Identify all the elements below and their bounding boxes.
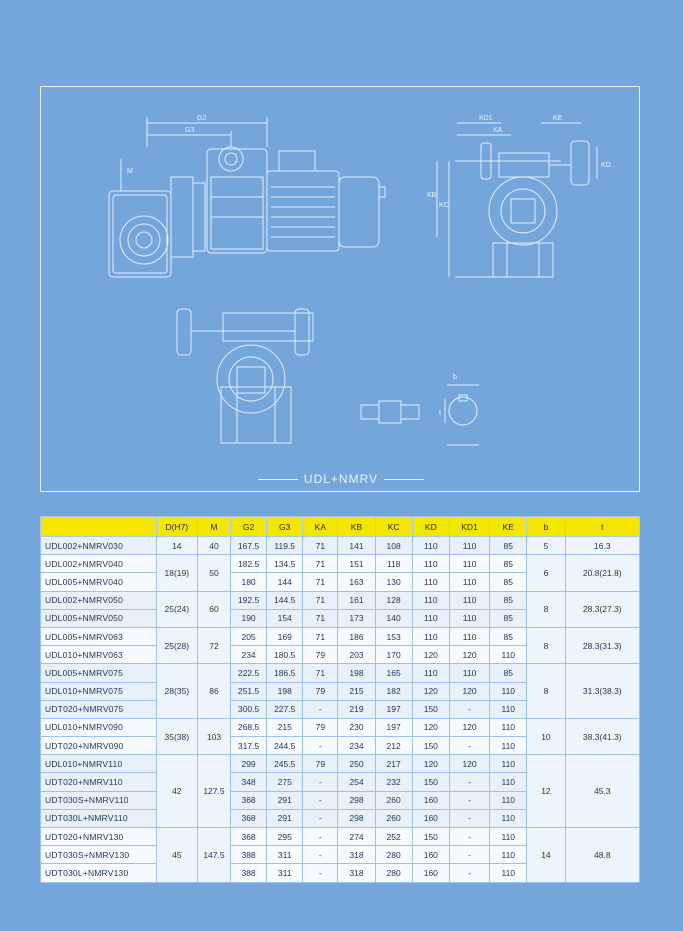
cell-d: 25(24) [156, 591, 197, 627]
cell-ka: 79 [303, 682, 338, 700]
dim-label-kd1: KD1 [479, 115, 493, 122]
cell-kd: 120 [412, 646, 449, 664]
cell-ka: - [303, 700, 338, 718]
cell-model: UDL002+NMRV040 [41, 555, 157, 573]
cell-ke: 85 [490, 555, 527, 573]
cell-ka: - [303, 846, 338, 864]
cell-model: UDT030S+NMRV110 [41, 791, 157, 809]
dim-label-g3: G3 [185, 127, 195, 134]
caption-rule-left [258, 479, 298, 480]
cell-g2: 299 [231, 755, 267, 773]
cell-g3: 144 [267, 573, 303, 591]
cell-g3: 134.5 [267, 555, 303, 573]
cell-g2: 388 [231, 846, 267, 864]
bottom-view [177, 309, 313, 443]
cell-model: UDL010+NMRV090 [41, 718, 157, 736]
cell-t: 16.3 [565, 537, 639, 555]
dim-label-ka: KA [493, 127, 503, 134]
cell-kd1: - [449, 791, 489, 809]
cell-g2: 222.5 [231, 664, 267, 682]
cell-g2: 167.5 [231, 537, 267, 555]
cell-kc: 280 [375, 864, 412, 882]
table-row [41, 537, 640, 555]
cell-d: 45 [156, 828, 197, 883]
cell-model: UDL005+NMRV050 [41, 609, 157, 627]
cell-kb: 198 [338, 664, 375, 682]
cell-m: 127.5 [197, 755, 230, 828]
header-kb: KB [338, 517, 375, 537]
cell-kc: 280 [375, 846, 412, 864]
cell-model: UDL002+NMRV050 [41, 591, 157, 609]
cell-kd: 150 [412, 773, 449, 791]
drawing-caption [41, 472, 641, 486]
cell-ka: 71 [303, 627, 338, 645]
cell-kd1: 120 [449, 682, 489, 700]
cell-ka: - [303, 828, 338, 846]
cell-g2: 180 [231, 573, 267, 591]
cell-kd: 110 [412, 591, 449, 609]
cell-b: 6 [527, 555, 565, 591]
cell-b: 10 [527, 718, 565, 754]
cell-g3: 215 [267, 718, 303, 736]
cell-model: UDT020+NMRV075 [41, 700, 157, 718]
header-g2: G2 [231, 517, 267, 537]
dimension-table [40, 516, 640, 883]
cell-g2: 234 [231, 646, 267, 664]
cell-kd: 150 [412, 700, 449, 718]
cell-g2: 348 [231, 773, 267, 791]
cell-kd: 120 [412, 682, 449, 700]
cell-model: UDL002+NMRV030 [41, 537, 157, 555]
cell-ka: 79 [303, 755, 338, 773]
cell-model: UDT020+NMRV110 [41, 773, 157, 791]
dim-label-kd: KD [601, 162, 611, 169]
cell-kb: 254 [338, 773, 375, 791]
cell-kd1: - [449, 700, 489, 718]
cell-g3: 198 [267, 682, 303, 700]
table-row [41, 755, 640, 773]
cell-ka: - [303, 773, 338, 791]
cell-kb: 151 [338, 555, 375, 573]
cell-model: UDL010+NMRV110 [41, 755, 157, 773]
table-header-row [41, 517, 640, 537]
cell-kd: 120 [412, 718, 449, 736]
cell-g2: 251.5 [231, 682, 267, 700]
cell-g3: 275 [267, 773, 303, 791]
cell-g3: 169 [267, 627, 303, 645]
cell-kd: 110 [412, 537, 449, 555]
cell-t: 31.3(38.3) [565, 664, 639, 719]
dim-label-g2: G2 [197, 115, 207, 122]
cell-kd1: - [449, 864, 489, 882]
cell-ke: 110 [490, 737, 527, 755]
cell-kc: 108 [375, 537, 412, 555]
cell-kb: 250 [338, 755, 375, 773]
cell-kc: 252 [375, 828, 412, 846]
cell-kc: 197 [375, 718, 412, 736]
cell-ke: 110 [490, 773, 527, 791]
cell-kd: 160 [412, 846, 449, 864]
cell-kc: 260 [375, 791, 412, 809]
header-t: t [565, 517, 639, 537]
cell-t: 45.3 [565, 755, 639, 828]
caption-rule-right [384, 479, 424, 480]
cell-kc: 140 [375, 609, 412, 627]
table-row [41, 591, 640, 609]
cell-ke: 110 [490, 809, 527, 827]
cell-ke: 110 [490, 791, 527, 809]
header-m: M [197, 517, 230, 537]
cell-d: 42 [156, 755, 197, 828]
cell-ke: 110 [490, 846, 527, 864]
cell-ke: 85 [490, 664, 527, 682]
cell-g3: 311 [267, 846, 303, 864]
cell-model: UDL005+NMRV075 [41, 664, 157, 682]
cell-kd: 110 [412, 555, 449, 573]
cell-ka: - [303, 864, 338, 882]
cell-kb: 274 [338, 828, 375, 846]
cell-ka: 79 [303, 646, 338, 664]
cell-t: 28.3(31.3) [565, 627, 639, 663]
cell-kd1: 110 [449, 609, 489, 627]
cell-d: 25(28) [156, 627, 197, 663]
cell-model: UDT020+NMRV130 [41, 828, 157, 846]
cell-m: 103 [197, 718, 230, 754]
header-b: b [527, 517, 565, 537]
cell-kd1: 120 [449, 646, 489, 664]
cell-m: 147.5 [197, 828, 230, 883]
cell-kc: 118 [375, 555, 412, 573]
dim-label-t: t [439, 410, 441, 417]
cell-kd1: 110 [449, 537, 489, 555]
cell-g3: 186.5 [267, 664, 303, 682]
cell-g2: 368 [231, 828, 267, 846]
table-body [41, 537, 640, 883]
cell-kd1: 120 [449, 755, 489, 773]
cell-kd1: 110 [449, 591, 489, 609]
cell-kc: 128 [375, 591, 412, 609]
cell-ka: 71 [303, 609, 338, 627]
cell-kd: 110 [412, 573, 449, 591]
cell-kb: 141 [338, 537, 375, 555]
cell-kb: 203 [338, 646, 375, 664]
cell-ke: 85 [490, 537, 527, 555]
cell-m: 40 [197, 537, 230, 555]
cell-g2: 368 [231, 809, 267, 827]
cell-m: 60 [197, 591, 230, 627]
header-kd: KD [412, 517, 449, 537]
cell-ke: 110 [490, 646, 527, 664]
cell-kc: 170 [375, 646, 412, 664]
cell-kd: 110 [412, 609, 449, 627]
cell-ka: 71 [303, 664, 338, 682]
cell-ka: 79 [303, 718, 338, 736]
header-ke: KE [490, 517, 527, 537]
cell-g3: 244.5 [267, 737, 303, 755]
technical-drawing [41, 87, 641, 493]
cell-kc: 260 [375, 809, 412, 827]
dim-label-b: b [453, 374, 457, 381]
cell-ke: 85 [490, 591, 527, 609]
cell-kd: 160 [412, 791, 449, 809]
cell-kc: 197 [375, 700, 412, 718]
cell-g2: 300.5 [231, 700, 267, 718]
caption-text: UDL+NMRV [303, 472, 379, 486]
cell-g2: 182.5 [231, 555, 267, 573]
cell-kb: 318 [338, 864, 375, 882]
front-view [437, 123, 597, 277]
cell-g2: 192.5 [231, 591, 267, 609]
table-row [41, 718, 640, 736]
cell-kb: 186 [338, 627, 375, 645]
cell-model: UDT020+NMRV090 [41, 737, 157, 755]
cell-ke: 110 [490, 755, 527, 773]
cell-ka: 71 [303, 537, 338, 555]
cell-ka: - [303, 809, 338, 827]
cell-kc: 153 [375, 627, 412, 645]
table-row [41, 555, 640, 573]
cell-kd1: - [449, 737, 489, 755]
cell-ka: 71 [303, 591, 338, 609]
cell-kc: 182 [375, 682, 412, 700]
cell-t: 48.8 [565, 828, 639, 883]
cell-kb: 161 [338, 591, 375, 609]
cell-kd1: 120 [449, 718, 489, 736]
cell-g3: 227.5 [267, 700, 303, 718]
cell-ke: 110 [490, 828, 527, 846]
header-kc: KC [375, 517, 412, 537]
cell-kd1: 110 [449, 664, 489, 682]
cell-g2: 388 [231, 864, 267, 882]
cell-model: UDT030L+NMRV130 [41, 864, 157, 882]
header-d: D(H7) [156, 517, 197, 537]
table-row [41, 828, 640, 846]
cell-ke: 110 [490, 718, 527, 736]
cell-kb: 298 [338, 809, 375, 827]
cell-b: 14 [527, 828, 565, 883]
cell-m: 72 [197, 627, 230, 663]
cell-kd: 150 [412, 737, 449, 755]
cell-ka: - [303, 791, 338, 809]
cell-t: 20.8(21.8) [565, 555, 639, 591]
cell-kb: 215 [338, 682, 375, 700]
cell-g3: 154 [267, 609, 303, 627]
cell-g2: 205 [231, 627, 267, 645]
cell-b: 5 [527, 537, 565, 555]
header-ka: KA [303, 517, 338, 537]
cell-kc: 212 [375, 737, 412, 755]
shaft-detail [361, 385, 479, 445]
cell-ke: 110 [490, 682, 527, 700]
cell-g3: 291 [267, 791, 303, 809]
cell-kd1: - [449, 809, 489, 827]
cell-b: 8 [527, 627, 565, 663]
cell-ka: 71 [303, 555, 338, 573]
cell-kd: 160 [412, 864, 449, 882]
cell-ke: 110 [490, 700, 527, 718]
cell-kd1: - [449, 846, 489, 864]
dim-label-ke: KE [553, 115, 563, 122]
cell-g3: 245.5 [267, 755, 303, 773]
cell-kd1: 110 [449, 627, 489, 645]
cell-b: 8 [527, 664, 565, 719]
dim-label-m: M [127, 168, 133, 175]
cell-t: 38.3(41.3) [565, 718, 639, 754]
technical-drawing-frame [40, 86, 640, 492]
cell-t: 28.3(27.3) [565, 591, 639, 627]
cell-g3: 291 [267, 809, 303, 827]
cell-kd1: 110 [449, 555, 489, 573]
cell-d: 14 [156, 537, 197, 555]
cell-kb: 230 [338, 718, 375, 736]
cell-g2: 317.5 [231, 737, 267, 755]
cell-kd: 120 [412, 755, 449, 773]
cell-kd1: 110 [449, 573, 489, 591]
cell-b: 8 [527, 591, 565, 627]
cell-m: 86 [197, 664, 230, 719]
cell-kd: 150 [412, 828, 449, 846]
table-row [41, 627, 640, 645]
dim-label-kc: KC [439, 202, 449, 209]
cell-g2: 190 [231, 609, 267, 627]
cell-ka: 71 [303, 573, 338, 591]
cell-g3: 119.5 [267, 537, 303, 555]
cell-kd: 160 [412, 809, 449, 827]
cell-g3: 144.5 [267, 591, 303, 609]
cell-m: 50 [197, 555, 230, 591]
cell-kc: 165 [375, 664, 412, 682]
cell-model: UDL010+NMRV075 [41, 682, 157, 700]
cell-b: 12 [527, 755, 565, 828]
cell-g3: 180.5 [267, 646, 303, 664]
header-model [41, 517, 157, 537]
cell-kd: 110 [412, 664, 449, 682]
cell-ke: 85 [490, 609, 527, 627]
cell-model: UDL010+NMRV063 [41, 646, 157, 664]
cell-model: UDT030L+NMRV110 [41, 809, 157, 827]
cell-kb: 234 [338, 737, 375, 755]
cell-d: 18(19) [156, 555, 197, 591]
cell-kd: 110 [412, 627, 449, 645]
cell-g2: 368 [231, 791, 267, 809]
table-row [41, 664, 640, 682]
cell-kb: 163 [338, 573, 375, 591]
cell-d: 35(38) [156, 718, 197, 754]
cell-kb: 298 [338, 791, 375, 809]
cell-ke: 85 [490, 573, 527, 591]
cell-kd1: - [449, 773, 489, 791]
header-kd1: KD1 [449, 517, 489, 537]
cell-kb: 219 [338, 700, 375, 718]
header-g3: G3 [267, 517, 303, 537]
main-side-view [109, 117, 385, 277]
cell-d: 28(35) [156, 664, 197, 719]
cell-g2: 268.5 [231, 718, 267, 736]
cell-kc: 232 [375, 773, 412, 791]
cell-ka: - [303, 737, 338, 755]
cell-ke: 110 [490, 864, 527, 882]
cell-model: UDL005+NMRV040 [41, 573, 157, 591]
cell-kc: 217 [375, 755, 412, 773]
cell-model: UDT030S+NMRV130 [41, 846, 157, 864]
cell-kb: 173 [338, 609, 375, 627]
dim-label-kb: KB [427, 192, 437, 199]
cell-g3: 295 [267, 828, 303, 846]
cell-kb: 318 [338, 846, 375, 864]
cell-model: UDL005+NMRV063 [41, 627, 157, 645]
cell-kc: 130 [375, 573, 412, 591]
cell-kd1: - [449, 828, 489, 846]
cell-g3: 311 [267, 864, 303, 882]
cell-ke: 85 [490, 627, 527, 645]
